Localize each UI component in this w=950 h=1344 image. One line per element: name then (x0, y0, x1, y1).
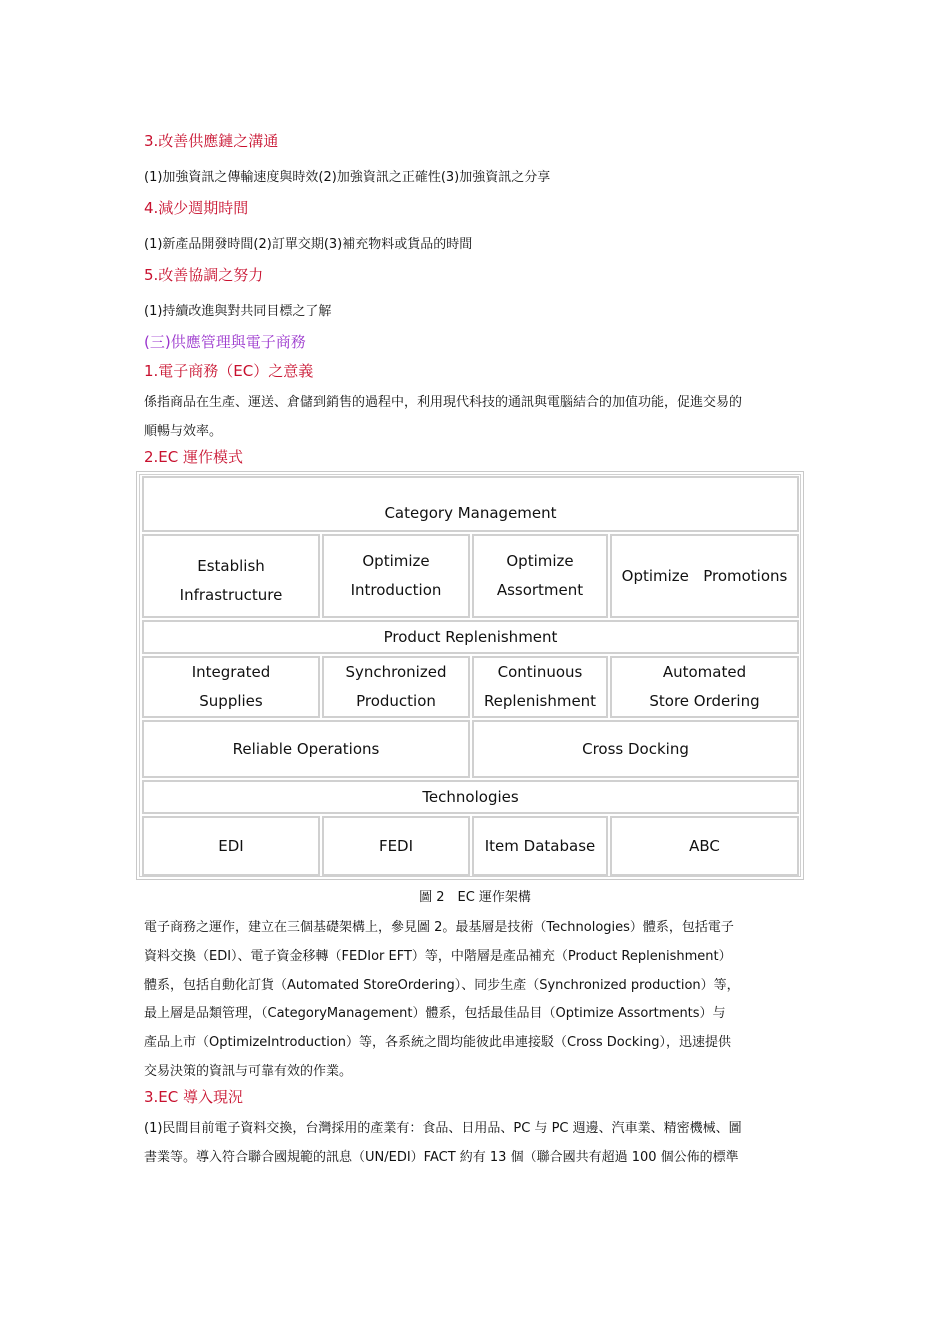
cell-optimize-promotions (610, 534, 799, 618)
cell-text: ABC (689, 836, 720, 855)
cell-text: Assortment (496, 581, 584, 599)
cell-text: Optimize Promotions (621, 566, 788, 585)
cell-category-management (142, 476, 799, 532)
cell-text: EDI (218, 836, 244, 855)
heading-ec-adoption: 3.EC 導入現況 (144, 1088, 244, 1106)
paragraph: (1)民間目前電子資料交換，台灣採用的產業有：食品、日用品、PC 与 PC 週邊、汽車業、精密機械、圖 (144, 1121, 742, 1136)
cell-fedi (322, 816, 470, 876)
ec-framework-table (136, 471, 804, 880)
cell-text: Supplies (199, 692, 263, 710)
paragraph: 電子商務之運作，建立在三個基礎架構上，參見圖 2。最基層是技術（Technologies）體系，包括電子 (144, 920, 734, 935)
cell-integrated-supplies (142, 656, 320, 718)
paragraph: 體系，包括自動化訂貨（Automated StoreOrdering）、同步生產（Synchronized production）等， (144, 978, 740, 993)
cell-text: Automated (662, 663, 747, 681)
heading-ec-model: 2.EC 運作模式 (144, 448, 244, 466)
cell-cross-docking (472, 720, 799, 778)
paragraph: 係指商品在生產、運送、倉儲到銷售的過程中，利用現代科技的通訊與電腦結合的加值功能，促進交易的 (144, 395, 743, 410)
cell-text: Technologies (422, 787, 519, 806)
cell-text: Reliable Operations (232, 739, 380, 758)
cell-text: Product Replenishment (383, 627, 558, 646)
cell-text: Continuous (497, 663, 583, 681)
cell-text: Infrastructure (179, 586, 283, 604)
cell-text: Integrated (191, 663, 271, 681)
paragraph: (1)持續改進與對共同目標之了解 (144, 304, 332, 319)
cell-text: Store Ordering (649, 692, 760, 710)
cell-text: Optimize (362, 552, 430, 570)
paragraph: 資料交換（EDI）、電子資金移轉（FEDIor EFT）等，中階層是產品補充（Product Replenishment） (144, 949, 732, 964)
cell-text: Replenishment (483, 692, 597, 710)
paragraph: 交易決策的資訊与可靠有效的作業。 (144, 1064, 353, 1079)
heading-improve-coordination: 5.改善協調之努力 (144, 266, 264, 284)
heading-improve-communication: 3.改善供應鏈之溝通 (144, 132, 279, 150)
paragraph: 產品上市（OptimizeIntroduction）等，各系統之間均能彼此串連接駁（Cross Docking），迅速提供 (144, 1035, 732, 1050)
cell-automated-store-ordering (610, 656, 799, 718)
cell-text: Category Management (384, 504, 557, 522)
cell-synchronized-production (322, 656, 470, 718)
cell-text: Item Database (484, 836, 596, 855)
paragraph: (1)新產品開發時間(2)訂單交期(3)補充物料或貨品的時間 (144, 237, 473, 252)
cell-edi (142, 816, 320, 876)
cell-optimize-introduction (322, 534, 470, 618)
cell-text: Optimize (506, 552, 574, 570)
figure-caption: 圖 2 EC 運作架構 (419, 890, 531, 905)
cell-abc (610, 816, 799, 876)
paragraph: 書業等。導入符合聯合國規範的訊息（UN/EDI）FACT 約有 13 個（聯合國共有超過 100 個公佈的標準 (144, 1150, 739, 1165)
heading-reduce-cycle-time: 4.減少週期時間 (144, 199, 249, 217)
paragraph: 順暢与效率。 (144, 424, 223, 439)
paragraph: 最上層是品類管理，（CategoryManagement）體系，包括最佳品目（Optimize Assortments）与 (144, 1006, 726, 1021)
cell-text: Cross Docking (582, 739, 689, 758)
cell-text: Production (356, 692, 436, 710)
cell-reliable-operations (142, 720, 470, 778)
cell-text: Establish (197, 557, 265, 575)
cell-establish-infrastructure (142, 534, 320, 618)
paragraph: (1)加強資訊之傳輸速度與時效(2)加強資訊之正確性(3)加強資訊之分享 (144, 170, 551, 185)
section-heading-supply-ec: (三)供應管理與電子商務 (144, 333, 306, 351)
cell-text: Introduction (350, 581, 442, 599)
cell-text: Synchronized (345, 663, 447, 681)
heading-ec-meaning: 1.電子商務（EC）之意義 (144, 362, 314, 380)
cell-product-replenishment (142, 620, 799, 654)
cell-item-database (472, 816, 608, 876)
cell-text: FEDI (378, 836, 414, 855)
cell-optimize-assortment (472, 534, 608, 618)
cell-technologies (142, 780, 799, 814)
cell-continuous-replenishment (472, 656, 608, 718)
